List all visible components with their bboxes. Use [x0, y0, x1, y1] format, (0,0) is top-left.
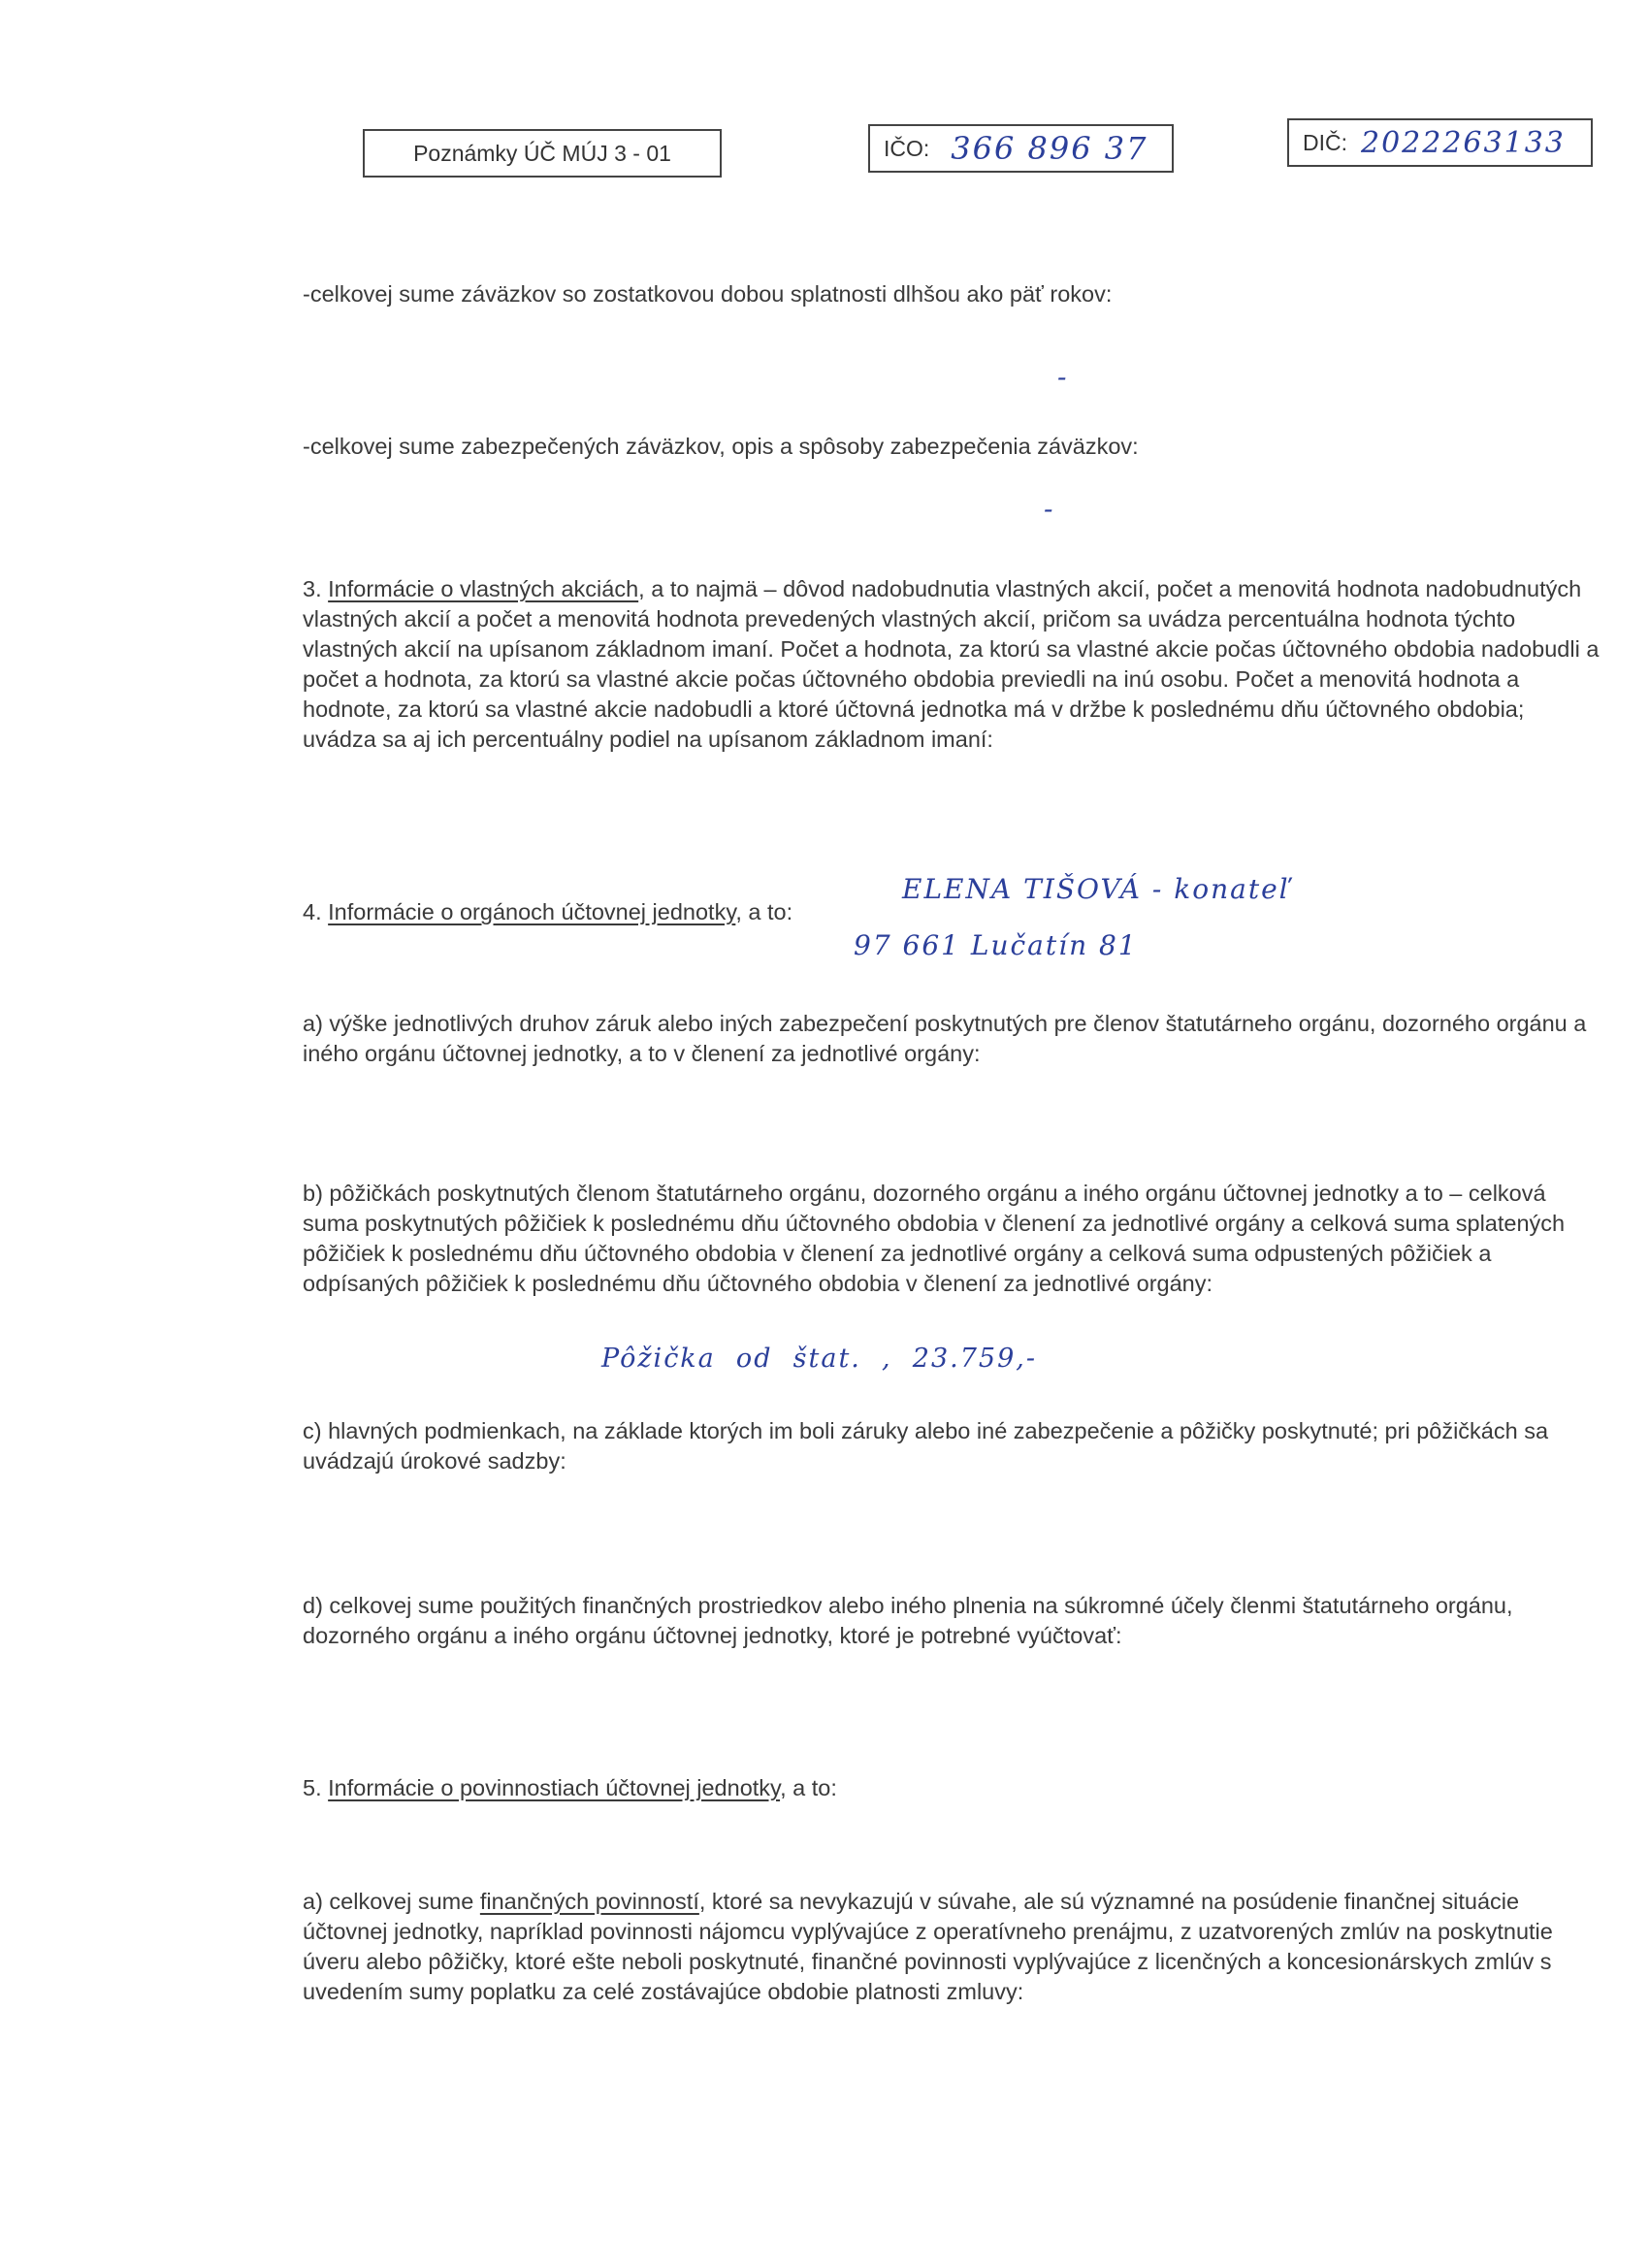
ico-box	[868, 124, 1174, 173]
handwritten-statutory-address: 97 661 Lučatín 81	[854, 929, 1138, 961]
dic-box	[1287, 118, 1593, 167]
section-5-text: , a to:	[780, 1775, 837, 1800]
answer-long-term-liabilities: -	[1057, 361, 1069, 393]
section-5-heading: Informácie o povinnostiach účtovnej jednotky	[328, 1775, 781, 1800]
ico-value: 366 896 37	[951, 130, 1148, 167]
section-5a-financial-obligations	[303, 1887, 1602, 2007]
form-label-box	[363, 129, 722, 178]
section-4-text: , a to:	[735, 899, 793, 924]
section-4-bodies	[303, 897, 885, 927]
paragraph-secured-liabilities: -celkovej sume zabezpečených záväzkov, opis a spôsoby zabezpečenia záväzkov:	[303, 434, 1139, 459]
section-3-heading: Informácie o vlastných akciách	[328, 576, 639, 601]
section-3-own-shares	[303, 574, 1602, 755]
handwritten-loan-note: Pôžička od štat. , 23.759,-	[601, 1344, 1037, 1374]
answer-secured-liabilities: -	[1044, 493, 1055, 525]
ico-label: IČO:	[884, 135, 930, 161]
section-5a-prefix: a) celkovej sume	[303, 1889, 480, 1914]
section-5a-text: , ktoré sa nevykazujú v súvahe, ale sú významné na posúdenie finančnej situácie účtovnej jednotky, napríklad povinnosti nájomcu vyplývajúce z operatívneho prenájmu, z uzatvorených zmlúv na poskytnutie úveru alebo pôžičky, ktoré ešte neboli poskytnuté, finančné povinnosti vyplývajúce z licenčných a koncesionárskych zmlúv s uvedením sumy poplatku za celé zostávajúce obdobie platnosti zmluvy:	[303, 1889, 1553, 2004]
section-5-obligations	[303, 1773, 1602, 1803]
handwritten-statutory-name: ELENA TIŠOVÁ - konateľ	[902, 873, 1292, 905]
dic-label: DIČ:	[1303, 129, 1347, 155]
form-label: Poznámky ÚČ MÚJ 3 - 01	[413, 140, 671, 166]
section-4a-guarantees: a) výške jednotlivých druhov záruk alebo iných zabezpečení poskytnutých pre členov štatutárneho orgánu, dozorného orgánu a iného orgánu účtovnej jednotky, a to v členení za jednotlivé orgány:	[303, 1011, 1587, 1066]
section-4d-private-use: d) celkovej sume použitých finančných prostriedkov alebo iného plnenia na súkromné účely členmi štatutárneho orgánu, dozorného orgánu a iného orgánu účtovnej jednotky, ktoré je potrebné vyúčtovať:	[303, 1593, 1513, 1648]
section-3-text: , a to najmä – dôvod nadobudnutia vlastných akcií, počet a menovitá hodnota nadobudnutých vlastných akcií a počet a menovitá hodnota prevedených vlastných akcií, pričom sa uvádza percentuálna hodnota týchto vlastných akcií na upísanom základnom imaní. Počet a hodnota, za ktorú sa vlastné akcie počas účtovného obdobia nadobudli a počet a hodnota, za ktorú sa vlastné akcie počas účtovného obdobia previedli na inú osobu. Počet a menovitá hodnota a hodnote, za ktorú sa vlastné akcie nadobudli a ktoré účtovná jednotka má v držbe k poslednému dňu účtovného obdobia; uvádza sa aj ich percentuálny podiel na upísanom základnom imaní:	[303, 576, 1600, 752]
section-5a-financial-obligations-term: finančných povinností	[479, 1889, 699, 1914]
section-4b-loans: b) pôžičkách poskytnutých členom štatutárneho orgánu, dozorného orgánu a iného orgánu účtovnej jednotky a to – celková suma poskytnutých pôžičiek k poslednému dňu účtovného obdobia v členení za jednotlivé orgány a celková suma splatených pôžičiek k poslednému dňu účtovného obdobia v členení za jednotlivé orgány a celková suma odpustených pôžičiek a odpísaných pôžičiek k poslednému dňu účtovného obdobia v členení za jednotlivé orgány:	[303, 1181, 1566, 1296]
dic-value: 2022263133	[1361, 125, 1566, 160]
section-4-heading: Informácie o orgánoch účtovnej jednotky	[328, 899, 736, 924]
section-4-number: 4.	[303, 899, 322, 924]
section-5-number: 5.	[303, 1775, 322, 1800]
section-4c-conditions: c) hlavných podmienkach, na základe ktorých im boli záruky alebo iné zabezpečenie a pôžičky poskytnuté; pri pôžičkách sa uvádzajú úrokové sadzby:	[303, 1418, 1549, 1474]
paragraph-long-term-liabilities: -celkovej sume záväzkov so zostatkovou dobou splatnosti dlhšou ako päť rokov:	[303, 281, 1113, 307]
section-3-number: 3.	[303, 576, 322, 601]
